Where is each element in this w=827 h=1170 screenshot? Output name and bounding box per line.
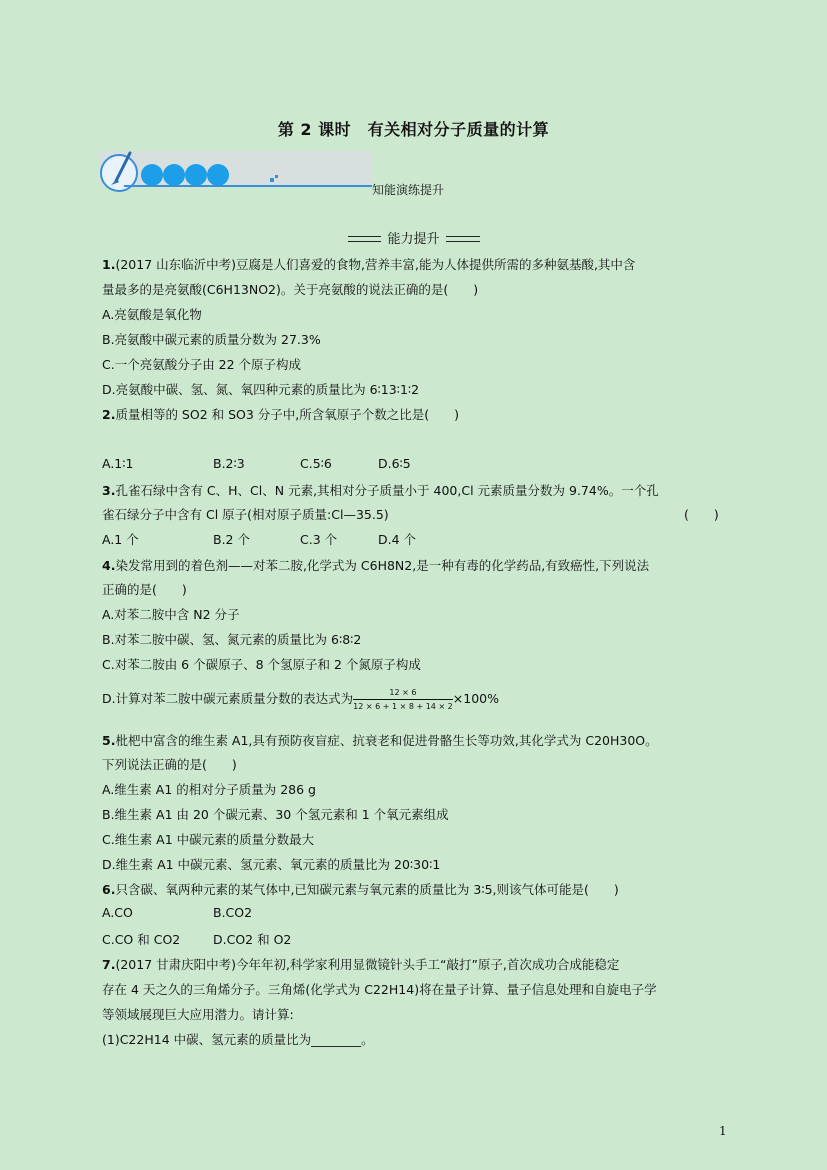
q6-option-a: A.CO xyxy=(102,905,133,920)
q4-fraction-numerator: 12 × 6 xyxy=(353,688,453,700)
q1-option-d: D.亮氨酸中碳、氢、氮、氧四种元素的质量比为 6∶13∶1∶2 xyxy=(102,382,420,397)
q6-option-d: D.CO2 和 O2 xyxy=(213,932,292,947)
section-title-text: 能力提升 xyxy=(381,232,445,247)
pen-icon xyxy=(100,151,372,195)
q3-answer-paren: ( ) xyxy=(684,507,719,522)
q7-line1 xyxy=(102,955,619,973)
page-number: 1 xyxy=(719,1124,727,1138)
q1-number: 1. xyxy=(102,257,116,272)
q3-option-c: C.3 个 xyxy=(300,532,338,547)
q4-number: 4. xyxy=(102,558,116,573)
q5-option-a: A.维生素 A1 的相对分子质量为 286 g xyxy=(102,782,316,797)
q4-line2: 正确的是( ) xyxy=(102,582,187,597)
q3-number: 3. xyxy=(102,483,116,498)
q3-option-d: D.4 个 xyxy=(378,532,417,547)
q5-option-c: C.维生素 A1 中碳元素的质量分数最大 xyxy=(102,832,315,847)
q2-option-d: D.6∶5 xyxy=(378,456,411,471)
q4-d-suffix: ×100% xyxy=(452,691,499,706)
q2-option-a: A.1∶1 xyxy=(102,456,134,471)
q2-number: 2. xyxy=(102,407,116,422)
q1-text2: 量最多的是亮氨酸(C6H13NO2)。关于亮氨酸的说法正确的是( ) xyxy=(102,282,479,297)
q5-line1 xyxy=(102,731,658,749)
banner-label: 知能演练提升 xyxy=(372,183,445,197)
q3-text1: 孔雀石绿中含有 C、H、Cl、N 元素,其相对分子质量小于 400,Cl 元素质量分数为 9.74%。一个孔 xyxy=(115,483,659,498)
q4-d-prefix: D.计算对苯二胺中碳元素质量分数的表达式为 xyxy=(102,691,354,706)
q3-line1 xyxy=(102,481,659,499)
q7-subquestion-1: (1)C22H14 中碳、氢元素的质量比为________。 xyxy=(102,1032,374,1047)
q2-line xyxy=(102,405,459,423)
q3-option-b: B.2 个 xyxy=(213,532,250,547)
banner-underline xyxy=(124,185,372,187)
q6-option-c: C.CO 和 CO2 xyxy=(102,932,181,947)
q6-text: 只含碳、氧两种元素的某气体中,已知碳元素与氧元素的质量比为 3∶5,则该气体可能是( ) xyxy=(115,882,619,897)
q4-fraction xyxy=(353,688,453,711)
q7-text1: (2017 甘肃庆阳中考)今年年初,科学家利用显微镜针头手工“敲打”原子,首次成功合成能稳定 xyxy=(115,957,620,972)
q1-text1: (2017 山东临沂中考)豆腐是人们喜爱的食物,营养丰富,能为人体提供所需的多种氨基酸,其中含 xyxy=(115,257,636,272)
q1-option-a: A.亮氨酸是氧化物 xyxy=(102,307,202,322)
section-banner xyxy=(100,151,372,195)
q4-line1 xyxy=(102,556,649,574)
q1-option-b: B.亮氨酸中碳元素的质量分数为 27.3% xyxy=(102,332,321,347)
q2-option-b: B.2∶3 xyxy=(213,456,245,471)
q1-line1 xyxy=(102,255,635,273)
q6-number: 6. xyxy=(102,882,116,897)
q4-option-a: A.对苯二胺中含 N2 分子 xyxy=(102,607,240,622)
q7-line3: 等领域展现巨大应用潜力。请计算: xyxy=(102,1007,294,1022)
q3-option-a: A.1 个 xyxy=(102,532,139,547)
q4-text1: 染发常用到的着色剂——对苯二胺,化学式为 C6H8N2,是一种有毒的化学药品,有致癌性,下列说法 xyxy=(115,558,650,573)
q4-fraction-denominator: 12 × 6 + 1 × 8 + 14 × 2 xyxy=(353,702,453,711)
q1-option-c: C.一个亮氨酸分子由 22 个原子构成 xyxy=(102,357,302,372)
page-title: 第 2 课时 有关相对分子质量的计算 xyxy=(277,120,550,139)
q4-option-d xyxy=(102,688,499,711)
q1-line2 xyxy=(102,280,478,298)
q4-option-b: B.对苯二胺中碳、氢、氮元素的质量比为 6∶8∶2 xyxy=(102,632,362,647)
section-title xyxy=(0,228,827,247)
q5-option-b: B.维生素 A1 由 20 个碳元素、30 个氢元素和 1 个氧元素组成 xyxy=(102,807,449,822)
q7-number: 7. xyxy=(102,957,116,972)
q2-text: 质量相等的 SO2 和 SO3 分子中,所含氧原子个数之比是( ) xyxy=(115,407,460,422)
q5-number: 5. xyxy=(102,733,116,748)
q5-line2: 下列说法正确的是( ) xyxy=(102,757,237,772)
q2-option-c: C.5∶6 xyxy=(300,456,332,471)
q6-option-b: B.CO2 xyxy=(213,905,253,920)
q4-option-c: C.对苯二胺由 6 个碳原子、8 个氢原子和 2 个氮原子构成 xyxy=(102,657,421,672)
q5-text1: 枇杷中富含的维生素 A1,具有预防夜盲症、抗衰老和促进骨骼生长等功效,其化学式为 C20H30O。 xyxy=(115,733,658,748)
q6-line xyxy=(102,880,619,898)
q7-line2: 存在 4 天之久的三角烯分子。三角烯(化学式为 C22H14)将在量子计算、量子信息处理和自旋电子学 xyxy=(102,982,657,997)
q3-line2: 雀石绿分子中含有 Cl 原子(相对原子质量:Cl—35.5) xyxy=(102,507,389,522)
q5-option-d: D.维生素 A1 中碳元素、氢元素、氧元素的质量比为 20∶30∶1 xyxy=(102,857,441,872)
